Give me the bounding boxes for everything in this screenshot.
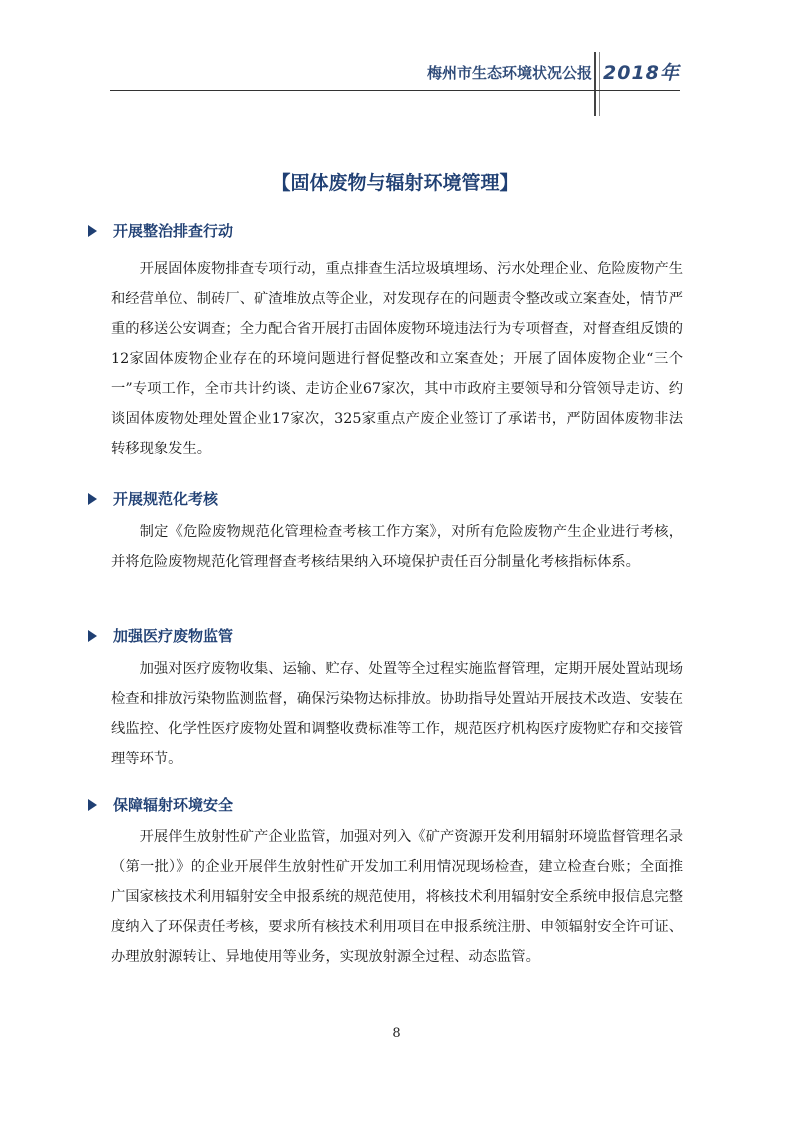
section-heading-label: 保障辐射环境安全 (113, 796, 234, 814)
section-heading-label: 加强医疗废物监管 (113, 627, 234, 645)
report-title: 梅州市生态环境状况公报 (426, 64, 592, 82)
arrow-bullet-icon (88, 799, 97, 811)
section-body-inspection: 开展固体废物排查专项行动，重点排查生活垃圾填埋场、污水处理企业、危险废物产生和经营单位、制砖厂、矿渣堆放点等企业，对发现存在的问题责令整改或立案查处，情节严重的移送公安调查；全力配合省开展打击固体废物环境违法行为专项督查，对督查组反馈的12家固体废物企业存在的环境问题进行督促整改和立案查处；开展了固体废物企业“三个一”专项工作，全市共计约谈、走访企业67家次，其中市政府主要领导和分管领导走访、约谈固体废物处理处置企业17家次，325家重点产废企业签订了承诺书，严防固体废物非法转移现象发生。 (111, 261, 683, 457)
section-body-assessment: 制定《危险废物规范化管理检查考核工作方案》，对所有危险废物产生企业进行考核，并将危险废物规范化管理督查考核结果纳入环境保护责任百分制量化考核指标体系。 (111, 524, 683, 570)
section-heading-label: 开展整治排查行动 (113, 222, 234, 240)
section-body-medical-waste: 加强对医疗废物收集、运输、贮存、处置等全过程实施监督管理，定期开展处置站现场检查和排放污染物监测监督，确保污染物达标排放。协助指导处置站开展技术改造、安装在线监控、化学性医疗废物处置和调整收费标准等工作，规范医疗机构医疗废物贮存和交接管理等环节。 (111, 661, 683, 767)
header-divider (594, 52, 596, 116)
section-heading-radiation (88, 793, 648, 817)
arrow-bullet-icon (88, 493, 97, 505)
page-title: 【固体废物与辐射环境管理】 (271, 172, 519, 194)
header-divider-thin (599, 52, 600, 116)
section-heading-assessment (88, 487, 648, 511)
section-body-radiation: 开展伴生放射性矿产企业监管，加强对列入《矿产资源开发利用辐射环境监督管理名录（第一批）》的企业开展伴生放射性矿开发加工利用情况现场检查，建立检查台账；全面推广国家核技术利用辐射安全申报系统的规范使用，将核技术利用辐射安全系统申报信息完整度纳入了环保责任考核，要求所有核技术利用项目在申报系统注册、申领辐射安全许可证、办理放射源转让、异地使用等业务，实现放射源全过程、动态监管。 (111, 829, 683, 965)
section-heading-medical-waste (88, 624, 648, 648)
page-number: 8 (392, 1026, 401, 1041)
report-year: 2018年 (603, 62, 680, 84)
header-rule (110, 90, 680, 91)
section-heading-label: 开展规范化考核 (113, 490, 219, 508)
arrow-bullet-icon (88, 630, 97, 642)
section-heading-inspection (88, 219, 648, 243)
arrow-bullet-icon (88, 225, 97, 237)
